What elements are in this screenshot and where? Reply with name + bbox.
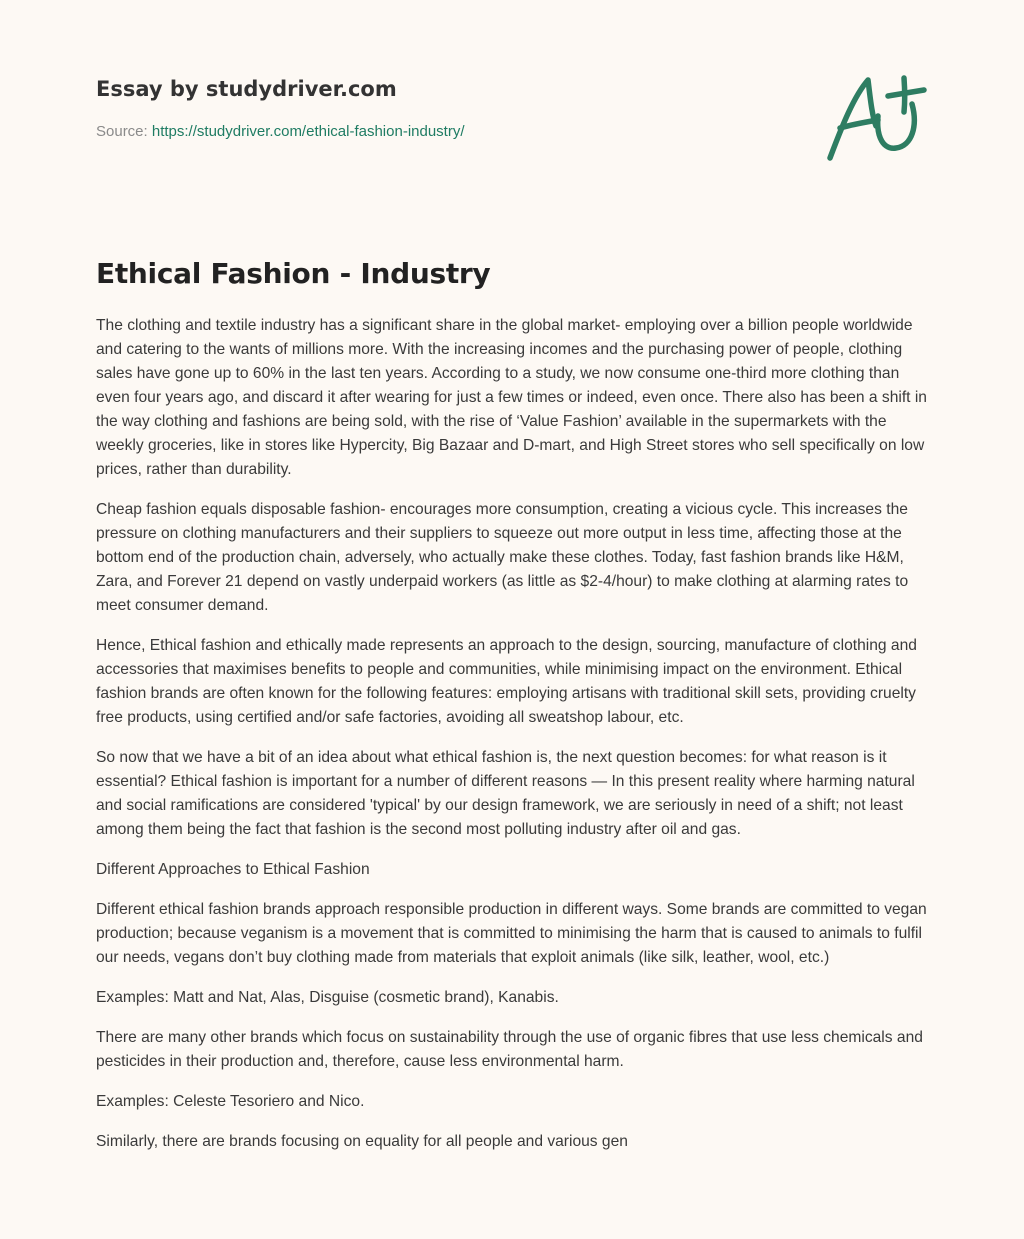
article-body <box>96 314 930 1170</box>
a-plus-grade-icon <box>820 66 930 166</box>
paragraph: Examples: Matt and Nat, Alas, Disguise (cosmetic brand), Kanabis. <box>96 989 559 1006</box>
source-label: Source: <box>96 123 152 140</box>
paragraph: Cheap fashion equals disposable fashion- encourages more consumption, creating a vicious cycle. This increases the pressure on clothing manufacturers and their suppliers to squeeze out more output in less time, affecting those at the bottom end of the production chain, adversely, who actually make these clothes. Today, fast fashion brands like H&M, Zara, and Forever 21 depend on vastly underpaid workers (as little as $2-4/hour) to make clothing at alarming rates to meet consumer demand. <box>96 501 909 614</box>
paragraph: Hence, Ethical fashion and ethically made represents an approach to the design, sourcing, manufacture of clothing and accessories that maximises benefits to people and communities, while minimising impact on the environment. Ethical fashion brands are often known for the following features: employing artisans with traditional skill sets, providing cruelty free products, using certified and/or safe factories, avoiding all sweatshop labour, etc. <box>96 637 917 726</box>
paragraph: Examples: Celeste Tesoriero and Nico. <box>96 1093 365 1110</box>
article-title: Ethical Fashion - Industry <box>96 257 491 290</box>
section-heading: Different Approaches to Ethical Fashion <box>96 861 370 878</box>
source-link[interactable]: https://studydriver.com/ethical-fashion-industry/ <box>151 123 465 140</box>
paragraph: So now that we have a bit of an idea about what ethical fashion is, the next question becomes: for what reason is it essential? Ethical fashion is important for a number of different reasons — In this present reality where harming natural and social ramifications are considered 'typical' by our design framework, we are seriously in need of a shift; not least among them being the fact that fashion is the second most polluting industry after oil and gas. <box>96 749 915 838</box>
paragraph: Different ethical fashion brands approach responsible production in different ways. Some brands are committed to vegan production; because veganism is a movement that is committed to minimising the harm that is caused to animals to fulfil our needs, vegans don’t buy clothing made from materials that exploit animals (like silk, leather, wool, etc.) <box>96 901 927 966</box>
paragraph: There are many other brands which focus on sustainability through the use of organic fibres that use less chemicals and pesticides in their production and, therefore, cause less environmental harm. <box>96 1029 923 1070</box>
page-header <box>96 74 936 142</box>
paragraph: Similarly, there are brands focusing on equality for all people and various gen <box>96 1133 628 1150</box>
brand-title: Essay by studydriver.com <box>96 77 397 101</box>
paragraph: The clothing and textile industry has a significant share in the global market- employing over a billion people worldwide and catering to the wants of millions more. With the increasing incomes and the purchasing power of people, clothing sales have gone up to 60% in the last ten years. According to a study, we now consume one-third more clothing than even four years ago, and discard it after wearing for just a few times or indeed, even once. There also has been a shift in the way clothing and fashions are being sold, with the rise of ‘Value Fashion’ available in the supermarkets with the weekly groceries, like in stores like Hypercity, Big Bazaar and D-mart, and High Street stores who sell specifically on low prices, rather than durability. <box>96 317 927 478</box>
source-line <box>96 122 936 142</box>
